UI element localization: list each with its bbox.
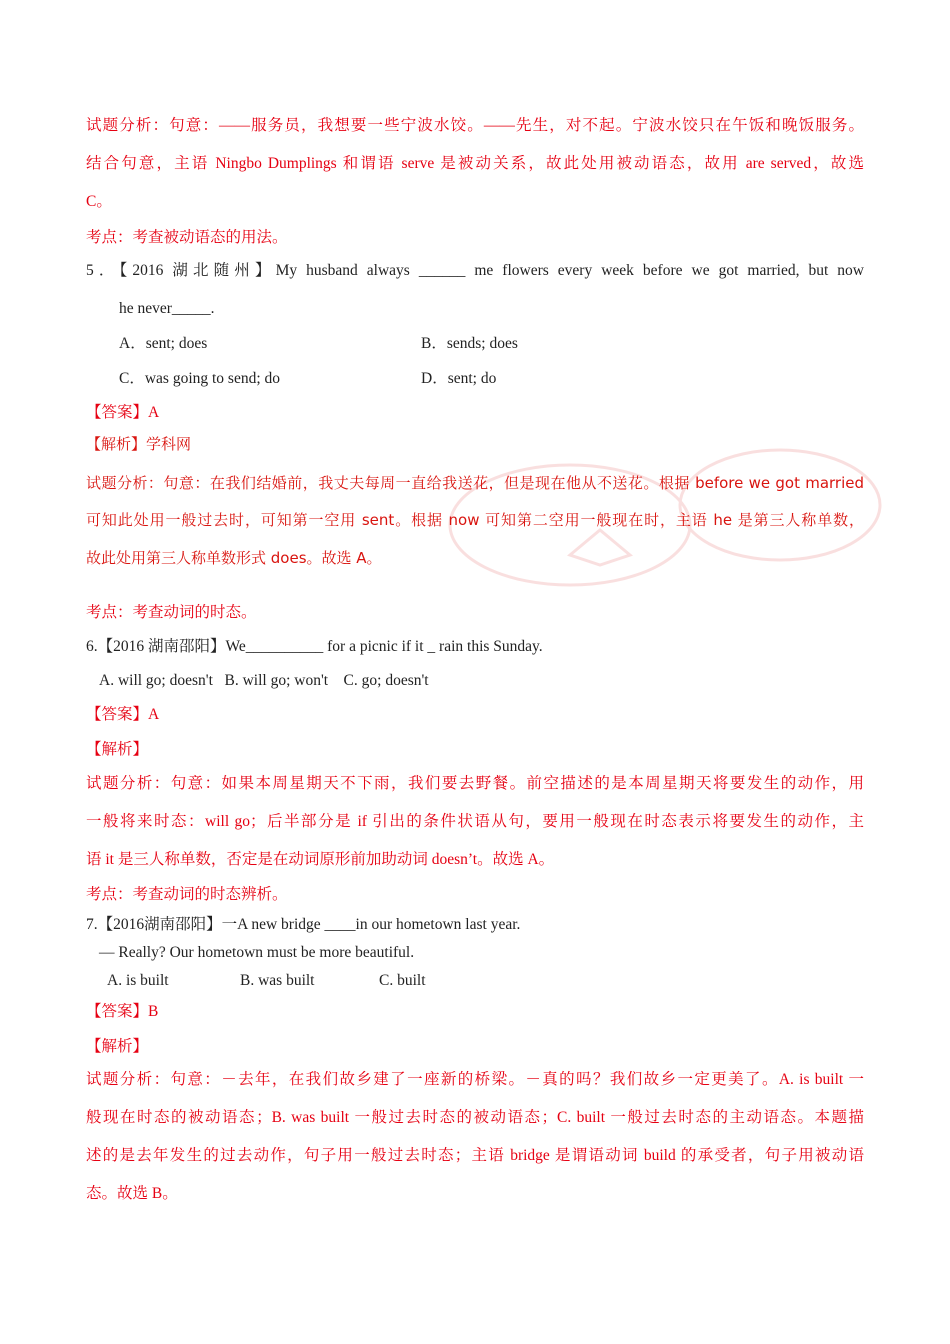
q7-answer: 【答案】B [86,1003,159,1020]
q7-analysis-line-4: 态。故选 B。 [86,1185,178,1202]
q4-analysis-line-1: 试题分析：句意：——服务员，我想要一些宁波水饺。——先生，对不起。宁波水饺只在午饭和晚饭服务。 [86,117,864,134]
q6-explain-label: 【解析】 [86,741,149,758]
q5-point: 考点：考查动词的时态。 [86,604,257,621]
q5-explain-label: 【解析】学科网 [86,435,192,453]
q4-analysis-line-2: 结合句意，主语 Ningbo Dumplings 和谓语 serve 是被动关系，故此处用被动语态，故用 are served，故选 [86,155,864,172]
q6-point: 考点：考查动词的时态辨析。 [86,886,288,903]
q6-analysis-line-3: 语 it 是三人称单数，否定是在动词原形前加助动词 doesn’t。故选 A。 [86,851,555,868]
q7-reply: — Really? Our hometown must be more beautiful. [99,944,415,961]
q5-option-d: D．sent; do [421,370,497,387]
q4-analysis-line-3: C。 [86,193,112,210]
q5-analysis-line-2: 可知此处用一般过去时，可知第一空用 sent。根据 now 可知第二空用一般现在时，主语 he 是第三人称单数， [86,511,864,529]
q5-analysis-line-1: 试题分析：句意：在我们结婚前，我丈夫每周一直给我送花，但是现在他从不送花。根据 before we got married [86,474,864,492]
q6-options: A. will go; doesn't B. will go; won't C. go; doesn't [99,672,429,689]
q7-stem: 7.【2016湖南邵阳】一A new bridge ____in our hometown last year. [86,916,521,933]
q5-option-a: A．sent; does [119,335,208,352]
q7-option-b: B. was built [240,972,315,989]
q6-analysis-line-2: 一般将来时态：will go；后半部分是 if 引出的条件状语从句，要用一般现在时态表示将要发生的动作，主 [86,813,864,830]
q7-analysis-line-2: 般现在时态的被动语态；B. was built 一般过去时态的被动语态；C. built 一般过去时态的主动语态。本题描 [86,1109,864,1126]
q4-point: 考点：考查被动语态的用法。 [86,229,288,246]
q6-stem: 6.【2016 湖南邵阳】We__________ for a picnic if it _ rain this Sunday. [86,638,543,655]
q5-stem-line-2: he never_____. [119,300,215,317]
q7-option-a: A. is built [107,972,169,989]
q5-stem-line-1: 5．【2016 湖北随州】My husband always ______ me flowers every week before we got married, but now [86,262,864,279]
q5-analysis-line-3: 故此处用第三人称单数形式 does。故选 A。 [86,549,382,567]
q5-answer: 【答案】A [86,404,160,421]
q7-analysis-line-1: 试题分析：句意：－去年，在我们故乡建了一座新的桥梁。－真的吗？我们故乡一定更美了。A. is built 一 [86,1071,864,1088]
q5-option-c: C．was going to send; do [119,370,281,387]
q7-explain-label: 【解析】 [86,1038,149,1055]
q7-option-c: C. built [379,972,426,989]
q6-analysis-line-1: 试题分析：句意：如果本周星期天不下雨，我们要去野餐。前空描述的是本周星期天将要发生的动作，用 [86,775,864,792]
q7-analysis-line-3: 述的是去年发生的过去动作，句子用一般过去时态；主语 bridge 是谓语动词 build 的承受者，句子用被动语 [86,1147,864,1164]
q6-answer: 【答案】A [86,706,160,723]
q5-option-b: B．sends; does [421,335,518,352]
